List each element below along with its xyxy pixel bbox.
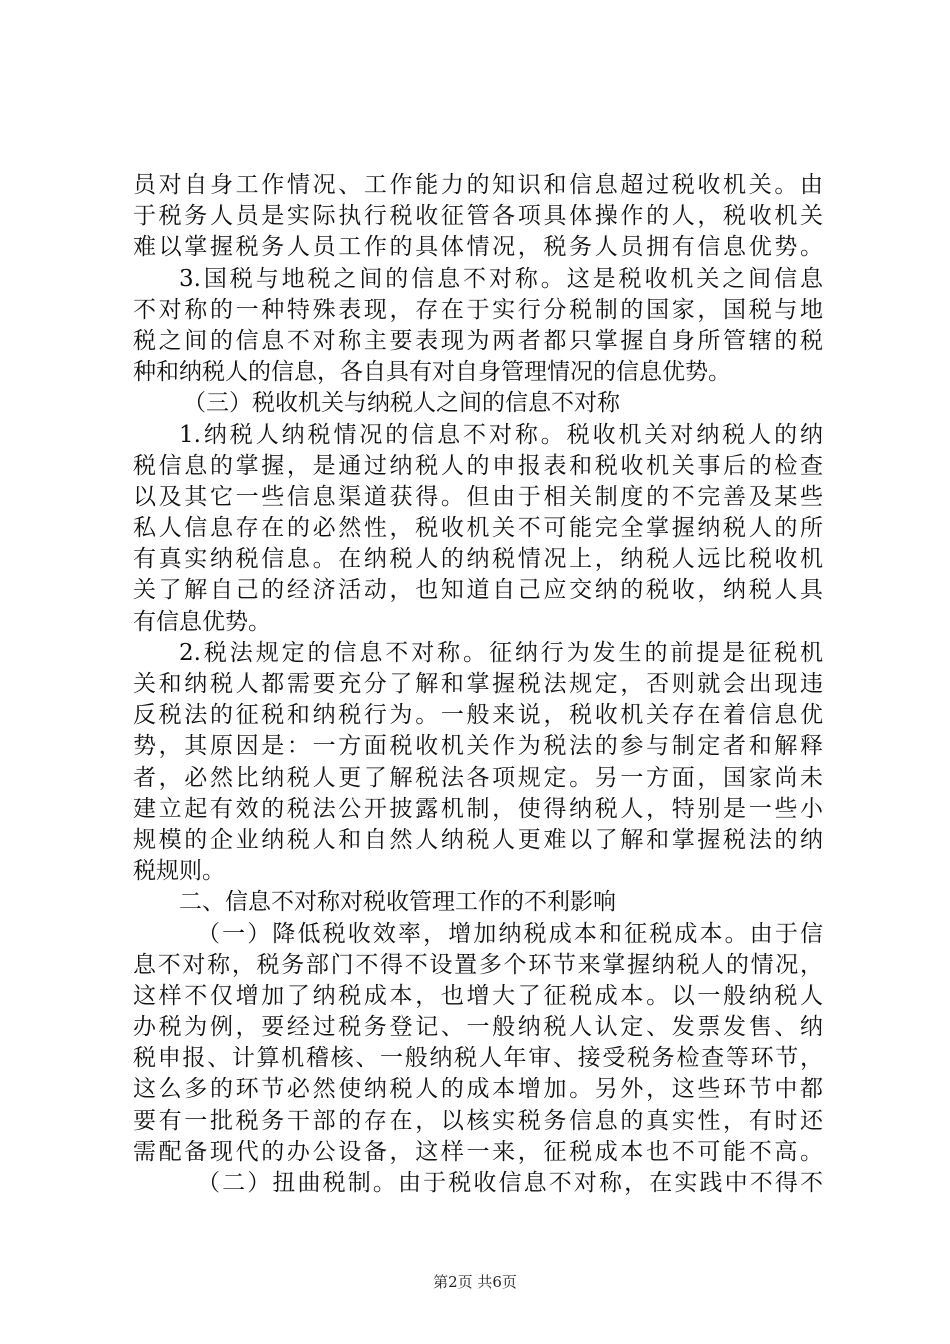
text-line: 以及其它一些信息渠道获得。但由于相关制度的不完善及某些 [133, 483, 823, 510]
text-line: 有信息优势。 [133, 608, 271, 635]
text-line: 有真实纳税信息。在纳税人的纳税情况上，纳税人远比税收机 [133, 546, 823, 573]
text-line: 建立起有效的税法公开披露机制，使得纳税人，特别是一些小 [133, 795, 823, 822]
text-line: 需配备现代的办公设备，这样一来，征税成本也不可能不高。 [133, 1138, 823, 1165]
text-line: 这样不仅增加了纳税成本，也增大了征税成本。以一般纳税人 [133, 982, 823, 1009]
page-footer [0, 1272, 950, 1292]
text-line: （三）税收机关与纳税人之间的信息不对称 [183, 390, 620, 417]
text-line: 种和纳税人的信息，各自具有对自身管理情况的信息优势。 [133, 359, 731, 386]
text-line: 规模的企业纳税人和自然人纳税人更难以了解和掌握税法的纳 [133, 826, 823, 853]
text-line: 员对自身工作情况、工作能力的知识和信息超过税收机关。由 [133, 172, 823, 198]
text-line: 关了解自己的经济活动，也知道自己应交纳的税收，纳税人具 [133, 577, 823, 604]
text-line: 难以掌握税务人员工作的具体情况，税务人员拥有信息优势。 [133, 234, 823, 261]
text-line: 2.税法规定的信息不对称。征纳行为发生的前提是征税机 [179, 639, 823, 666]
text-line: 私人信息存在的必然性，税收机关不可能完全掌握纳税人的所 [133, 515, 823, 542]
text-line: 二、信息不对称对税收管理工作的不利影响 [179, 889, 616, 916]
text-line: 不对称的一种特殊表现，存在于实行分税制的国家，国税与地 [133, 296, 823, 323]
text-line: 税信息的掌握，是通过纳税人的申报表和税收机关事后的检查 [133, 452, 823, 479]
text-line: （一）降低税收效率，增加纳税成本和征税成本。由于信 [197, 920, 823, 947]
text-line: 这么多的环节必然使纳税人的成本增加。另外，这些环节中都 [133, 1076, 823, 1103]
text-line: 3.国税与地税之间的信息不对称。这是税收机关之间信息 [179, 265, 823, 292]
text-line: 息不对称，税务部门不得不设置多个环节来掌握纳税人的情况， [133, 951, 823, 978]
text-line: 势，其原因是：一方面税收机关作为税法的参与制定者和解释 [133, 733, 823, 760]
page-number-label: 第2页 共6页 [433, 1273, 517, 1291]
text-line: 关和纳税人都需要充分了解和掌握税法规定，否则就会出现违 [133, 671, 823, 697]
text-line: 税申报、计算机稽核、一般纳税人年审、接受税务检查等环节， [133, 1045, 823, 1072]
document-body [133, 170, 823, 1199]
text-line: 反税法的征税和纳税行为。一般来说，税收机关存在着信息优 [133, 702, 823, 729]
text-line: 者，必然比纳税人更了解税法各项规定。另一方面，国家尚未 [133, 764, 823, 791]
text-line: （二）扭曲税制。由于税收信息不对称，在实践中不得不 [197, 1170, 823, 1196]
text-line: 税之间的信息不对称主要表现为两者都只掌握自身所管辖的税 [133, 327, 823, 354]
text-line: 税规则。 [133, 858, 225, 885]
text-line: 于税务人员是实际执行税收征管各项具体操作的人，税收机关 [133, 203, 823, 230]
text-line: 办税为例，要经过税务登记、一般纳税人认定、发票发售、纳 [133, 1014, 823, 1041]
text-line: 1.纳税人纳税情况的信息不对称。税收机关对纳税人的纳 [179, 421, 823, 448]
text-line: 要有一批税务干部的存在，以核实税务信息的真实性，有时还 [133, 1107, 823, 1134]
